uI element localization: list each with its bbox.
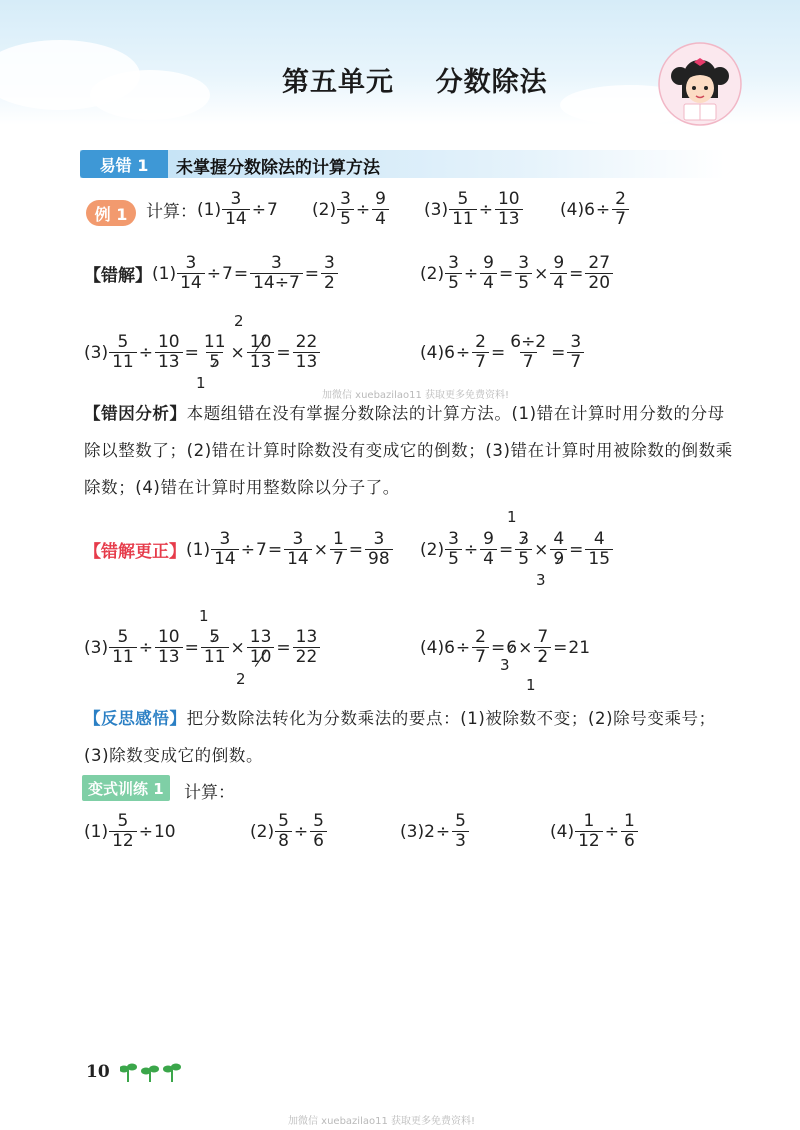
problem-label: (4) [560,199,585,220]
equals-sign: = [569,263,584,284]
cancelled-number: 2 [537,647,549,667]
fraction: $\frac{3}{14}$ [211,530,239,569]
variant-problem-4 [550,812,639,851]
divide-sign: ÷ [293,821,309,842]
equals-sign: = [499,539,514,560]
analysis-label: 【错因分析】 [84,404,187,423]
fraction: $\frac{2}{7}$ [612,190,629,229]
divide-sign: ÷ [355,199,371,220]
divide-sign: ÷ [251,199,266,220]
problem-label: (3) [84,342,109,363]
cancelled-number: 3 [518,529,530,549]
example-problem-3 [424,190,524,229]
fraction: $\frac{4}{15}$ [585,530,613,569]
divide-sign: ÷ [435,821,451,842]
divide-sign: ÷ [455,637,471,658]
divide-sign: ÷ [138,342,153,363]
page-number: 10 [86,1062,110,1082]
wrong-solution-1 [84,254,339,293]
equals-sign: = [348,539,364,560]
variant-problem-1 [84,812,176,851]
reduction-note: 1 [199,607,209,625]
cancelled-number: 10 [249,332,272,352]
fraction: $\frac{3}{5}$ [445,530,462,569]
times-sign: × [534,539,549,560]
divide-sign: ÷ [240,539,255,560]
section-title: 未掌握分数除法的计算方法 [176,158,380,178]
fraction: $\frac{5}{3}$ [452,812,469,851]
analysis-text: 本题组错在没有掌握分数除法的计算方法。(1)错在计算时用分数的分母除以整数了；(2)错在计算时除数没有变成它的倒数；(3)错在计算时用被除数的倒数乘除数；(4)错在计算时用整数除以分子了。 [84,404,733,497]
watermark-text: 加微信 xuebazilao11 获取更多免费资料! [322,390,510,401]
fraction: $\frac{10}{13}$ [495,190,523,229]
fraction: $\frac{3}{14}$ [284,530,312,569]
integer: 6 [444,342,455,363]
fraction: $\frac{1}{12}$ [575,812,603,851]
equals-sign: = [276,342,291,363]
cancelled-number: 5 [209,352,221,372]
divide-sign: ÷ [138,637,153,658]
integer: 7 [266,199,278,220]
fraction: $\frac{7}{2}$ [534,628,551,667]
divide-sign: ÷ [595,199,611,220]
fraction: $\frac{3}{5}$ [515,530,532,569]
fraction: $\frac{10}{13}$ [155,628,183,667]
fraction: $\frac{3}{14\div 7}$ [250,254,303,293]
fraction: $\frac{9}{4}$ [480,254,497,293]
fraction: $\frac{3}{2}$ [321,254,338,293]
fraction: $\frac{9}{4}$ [480,530,497,569]
times-sign: × [313,539,328,560]
problem-label: (1) [84,821,109,842]
integer: 6 [584,199,595,220]
fraction: $\frac{1}{6}$ [621,812,638,851]
fraction: $\frac{5}{12}$ [109,812,137,851]
fraction: $\frac{3}{5}$ [515,254,532,293]
fraction: $\frac{3}{14}$ [222,190,250,229]
corrected-solution-2 [420,530,614,569]
fraction: $\frac{5}{8}$ [275,812,292,851]
divide-sign: ÷ [455,342,471,363]
times-sign: × [518,637,533,658]
cancelled-number: 6 [506,637,518,658]
fraction: $\frac{13}{10}$ [247,628,275,667]
equals-sign: = [491,342,506,363]
wrong-label: 【错解】 [84,266,152,286]
wrong-solution-2 [420,254,614,293]
fraction: $\frac{5}{11}$ [201,628,229,667]
fraction: $\frac{1}{7}$ [330,530,347,569]
variant-problem-3 [400,812,470,851]
equals-sign: = [276,637,291,658]
times-sign: × [534,263,549,284]
integer: 7 [221,263,233,284]
corrected-solution-1 [84,530,394,569]
fraction: $\frac{10}{13}$ [155,333,183,372]
page-title: 第五单元 分数除法 [282,67,548,98]
reduction-note: 1 [526,676,536,694]
divide-sign: ÷ [206,263,221,284]
cloud-decoration [90,70,210,120]
reduction-note: 1 [507,508,517,526]
fraction: $\frac{9}{4}$ [372,190,389,229]
integer: 7 [255,539,267,560]
fraction: $\frac{2}{7}$ [472,628,489,667]
girl-avatar-icon [658,42,742,126]
problem-label: (2) [250,821,275,842]
section-badge: 易错 1 [80,150,168,178]
fraction: $\frac{6\div 2}{7}$ [510,332,547,372]
fraction: $\frac{27}{20}$ [585,254,613,293]
problem-label: (4) [550,821,575,842]
times-sign: × [230,637,245,658]
fraction: $\frac{11}{5}$ [203,332,226,372]
fraction: $\frac{5}{6}$ [310,812,327,851]
variant-problem-2 [250,812,328,851]
equals-sign: = [304,263,320,284]
reduction-note: 3 [536,571,546,589]
problem-label: (1) [197,199,222,220]
error-analysis [84,395,734,506]
problem-label: (3) [84,637,109,658]
fraction: $\frac{9}{4}$ [550,254,567,293]
problem-label: (2) [312,199,337,220]
cancelled-number: 5 [209,627,221,647]
fraction: $\frac{2}{7}$ [472,333,489,372]
divide-sign: ÷ [463,263,479,284]
reduction-note: 3 [500,656,510,674]
example-problem-2 [312,190,390,229]
corrected-solution-3 [84,628,321,667]
page-header [0,0,800,125]
problem-label: (1) [152,263,177,284]
example-badge: 例 1 [86,200,136,226]
reflection-label: 【反思感悟】 [84,709,187,728]
fraction: $\frac{3}{98}$ [365,530,393,569]
correction-label: 【错解更正】 [84,542,186,562]
fraction: $\frac{5}{11}$ [449,190,477,229]
example-prompt: 计算： [146,202,197,222]
divide-sign: ÷ [478,199,493,220]
cancelled-number: 9 [553,549,565,569]
fraction: $\frac{4}{9}$ [550,530,567,569]
fraction: $\frac{5}{11}$ [109,628,137,667]
variant-prompt: 计算： [184,783,235,803]
reflection [84,700,734,774]
reduction-note: 2 [234,312,244,330]
equals-sign: = [491,637,506,658]
divide-sign: ÷ [604,821,619,842]
fraction: $\frac{3}{14}$ [177,254,205,293]
divide-sign: ÷ [463,539,479,560]
result-value: 21 [568,637,591,658]
problem-label: (3) [424,199,449,220]
divide-sign: ÷ [138,821,153,842]
equals-sign: = [184,342,199,363]
times-sign: × [230,342,245,363]
equals-sign: = [233,263,249,284]
integer: 6 [444,637,455,658]
problem-label: (4) [420,342,445,363]
fraction: $\frac{10}{13}$ [247,333,275,372]
fraction: $\frac{3}{7}$ [567,333,584,372]
example-problems [146,190,278,229]
equals-sign: = [184,637,199,658]
fraction: $\frac{13}{22}$ [293,628,321,667]
fraction: $\frac{3}{5}$ [445,254,462,293]
integer: 2 [424,821,435,842]
wrong-solution-3 [84,333,321,372]
problem-label: (2) [420,539,445,560]
variant-badge: 变式训练 1 [82,775,170,801]
reduction-note: 1 [196,374,206,392]
fraction: $\frac{22}{13}$ [293,333,321,372]
problem-label: (1) [186,539,211,560]
fraction: $\frac{5}{11}$ [109,333,137,372]
cancelled-number: 10 [249,647,272,667]
problem-label: (4) [420,637,445,658]
problem-label: (3) [400,821,425,842]
reflection-text: 把分数除法转化为分数乘法的要点：(1)被除数不变；(2)除号变乘号；(3)除数变成它的倒数。 [84,709,716,765]
sprout-icon [120,1060,182,1084]
watermark-text: 加微信 xuebazilao11 获取更多免费资料! [288,1116,476,1127]
problem-label: (2) [420,263,445,284]
equals-sign: = [569,539,584,560]
equals-sign: = [499,263,514,284]
wrong-solution-4 [420,333,585,372]
equals-sign: = [551,342,566,363]
integer: 10 [153,821,176,842]
reduction-note: 2 [236,670,246,688]
equals-sign: = [267,539,283,560]
fraction: $\frac{3}{5}$ [337,190,354,229]
example-problem-4 [560,190,630,229]
equals-sign: = [553,637,568,658]
